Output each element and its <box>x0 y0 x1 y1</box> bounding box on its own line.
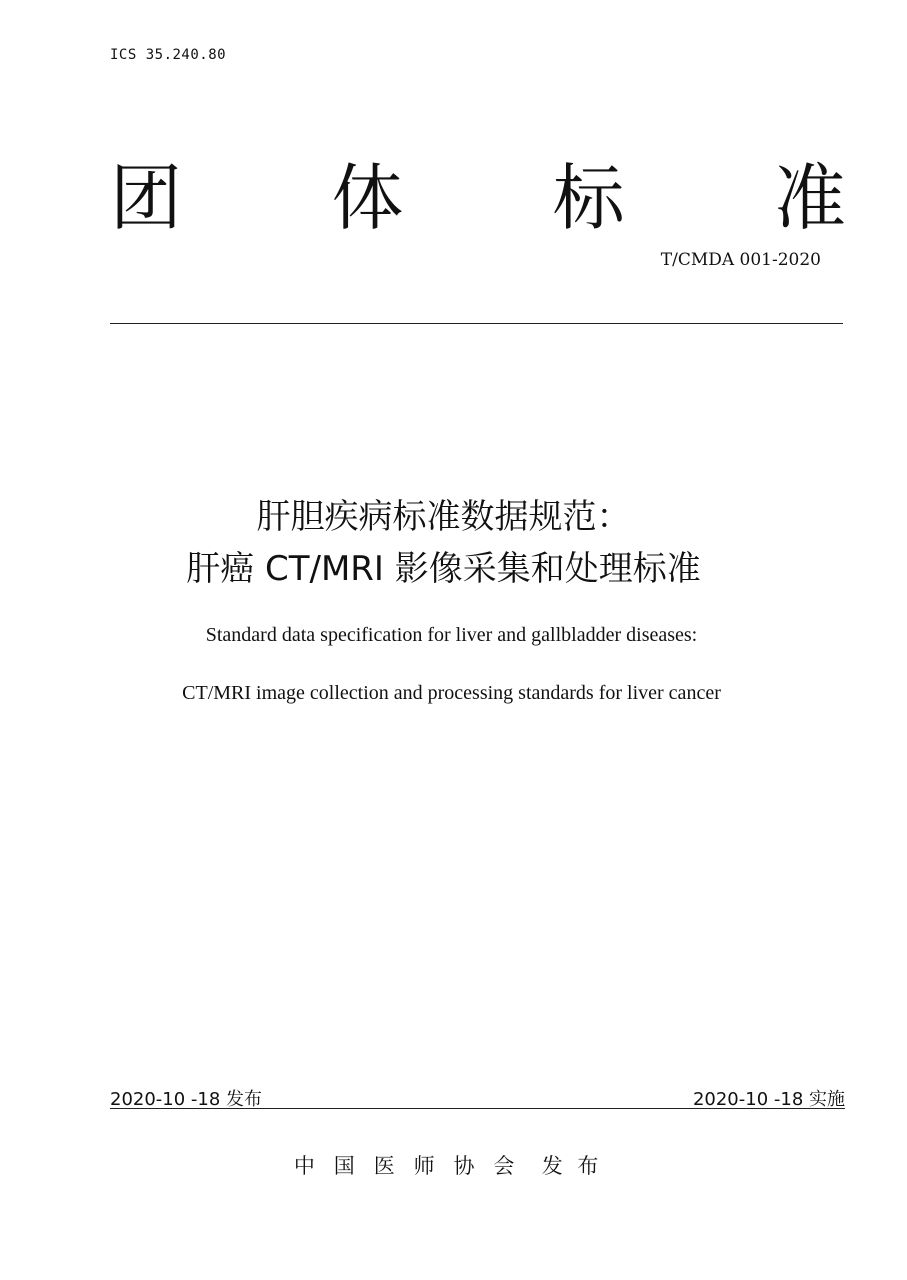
english-title-line-2: CT/MRI image collection and processing standards for liver cancer <box>182 682 721 704</box>
top-divider <box>110 323 843 324</box>
english-title-line-1: Standard data specification for liver and gallbladder diseases: <box>205 624 698 646</box>
issuer-name: 中国医师协会 <box>293 1154 534 1178</box>
standard-type-char: 体 <box>331 156 404 240</box>
standard-number: T/CMDA 001-2020 <box>660 250 821 270</box>
standard-type-char: 准 <box>773 156 846 240</box>
standard-type-char: 标 <box>552 156 625 240</box>
standard-type-char: 团 <box>110 156 183 240</box>
standard-type-heading <box>110 155 846 241</box>
ics-code: ICS 35.240.80 <box>110 47 227 63</box>
chinese-title-line-2: 肝癌 CT/MRI 影像采集和处理标准 <box>186 549 701 589</box>
chinese-title-line-1: 肝胆疾病标准数据规范： <box>256 497 631 537</box>
effective-date: 2020-10 -18 实施 <box>692 1089 845 1110</box>
publish-date: 2020-10 -18 发布 <box>110 1089 263 1110</box>
issuer-line <box>0 1150 907 1180</box>
issuer-action: 发布 <box>541 1154 614 1178</box>
bottom-divider <box>110 1108 845 1109</box>
